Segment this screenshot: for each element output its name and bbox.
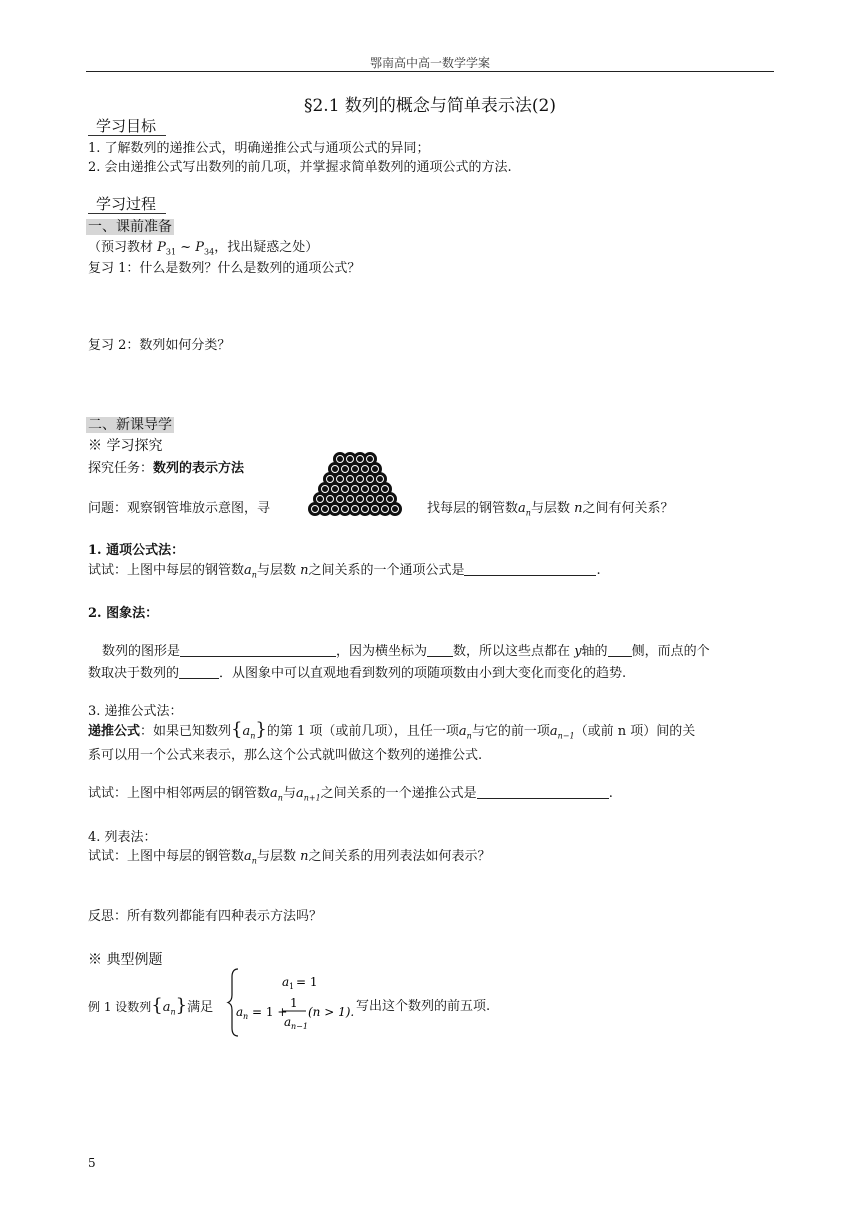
review-2: 复习 2：数列如何分类？ — [88, 338, 231, 353]
example-1-task: 写出这个数列的前五项. — [356, 999, 491, 1014]
goal-item-2: 2. 会由递推公式写出数列的前几项，并掌握求简单数列的通项公式的方法. — [88, 160, 512, 175]
method3-try: 试试：上图中相邻两层的钢管数$a_n$与$a_{n+1}$之间关系的一个递推公式是 . — [88, 786, 613, 803]
answer-blank[interactable] — [427, 644, 453, 657]
goal-item-1: 1. 了解数列的递推公式，明确递推公式与通项公式的异同； — [88, 141, 430, 156]
formula-eq1: = 1 — [296, 975, 318, 989]
formula-a1: a — [282, 975, 290, 989]
goals-heading: 学习目标 — [88, 115, 166, 136]
explore-heading: ※ 学习探究 — [88, 438, 163, 454]
answer-blank[interactable] — [608, 644, 632, 657]
method1-text: 试试：上图中每层的钢管数$a_n$与层数 n之间关系的一个通项公式是 . — [88, 563, 601, 580]
formula-den-a: a — [284, 1015, 292, 1029]
part2-heading: 二、新课导学 — [88, 417, 172, 433]
method1-title: 1. 通项公式法： — [88, 543, 185, 558]
review-1: 复习 1：什么是数列？什么是数列的通项公式？ — [88, 261, 361, 276]
formula-den-sub: n−1 — [291, 1022, 308, 1031]
formula-an: a — [236, 1005, 244, 1019]
pipe-pile-figure — [296, 448, 412, 522]
page-title: §2.1 数列的概念与简单表示法(2) — [303, 96, 557, 116]
question-text-right: 找每层的钢管数$a_n$与层数 n之间有何关系？ — [427, 501, 674, 518]
answer-blank[interactable] — [464, 563, 596, 576]
examples-heading: ※ 典型例题 — [88, 952, 163, 968]
recurrence-formula — [228, 965, 355, 1040]
method3-def-line2: 系可以用一个公式来表示，那么这个公式就叫做这个数列的递推公式. — [88, 748, 483, 763]
header-rule — [86, 71, 774, 72]
method4-text: 试试：上图中每层的钢管数$a_n$与层数 n之间关系的用列表法如何表示？ — [88, 849, 491, 866]
method2-line1: 数列的图形是 ，因为横坐标为 数，所以这些点都在 y轴的 侧，而点的个 — [102, 644, 710, 659]
formula-sub1: 1 — [289, 982, 295, 991]
page-number: 5 — [88, 1156, 96, 1170]
method3-title: 3. 递推公式法： — [88, 704, 183, 719]
running-header: 鄂南高中高一数学学案 — [369, 56, 490, 70]
method4-title: 4. 列表法： — [88, 830, 157, 845]
answer-blank[interactable] — [180, 644, 336, 657]
part1-heading: 一、课前准备 — [88, 219, 172, 235]
formula-condition: (n > 1). — [308, 1005, 355, 1019]
question-text-left: 问题：观察钢管堆放示意图，寻 — [88, 501, 271, 516]
preview-note: （预习教材 $P_{31}$ ~ $P_{34}$，找出疑惑之处） — [88, 240, 319, 257]
method2-title: 2. 图象法： — [88, 606, 159, 621]
reflection: 反思：所有数列都能有四种表示方法吗？ — [88, 909, 323, 924]
example-1-lead: 例 1 设数列$\{a_n\}$满足 — [88, 995, 214, 1017]
explore-task: 探究任务：数列的表示方法 — [88, 461, 245, 476]
answer-blank[interactable] — [477, 786, 609, 799]
formula-numerator: 1 — [290, 996, 298, 1010]
process-heading: 学习过程 — [88, 193, 166, 214]
method3-def-line1: 递推公式：如果已知数列$\{a_n\}$的第 1 项（或前几项），且任一项$a_n$与它的前一项$a_{n-1}$（或前 n 项）间的关 — [88, 719, 696, 741]
method2-line2: 数取决于数列的 ．从图象中可以直观地看到数列的项随项数由小到大变化而变化的趋势. — [88, 666, 627, 681]
answer-blank[interactable] — [179, 666, 219, 679]
formula-an-sub: n — [243, 1012, 249, 1021]
formula-eq-one-plus: = 1 + — [252, 1005, 288, 1019]
